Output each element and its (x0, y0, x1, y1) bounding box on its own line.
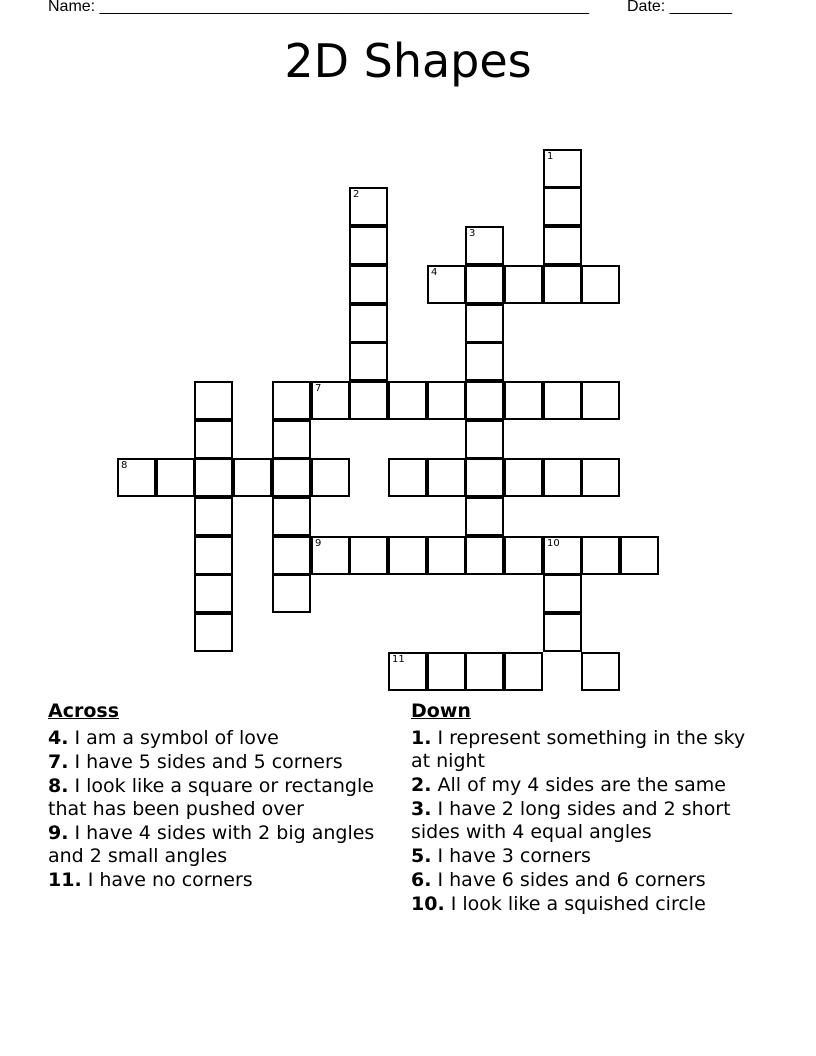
crossword-cell[interactable] (349, 304, 388, 343)
crossword-cell[interactable] (272, 381, 311, 420)
clue-text: I have 6 sides and 6 corners (431, 869, 706, 891)
crossword-cell[interactable] (581, 265, 620, 304)
crossword-cell[interactable] (581, 536, 620, 575)
crossword-cell[interactable] (194, 420, 233, 459)
down-heading: Down (411, 700, 471, 722)
clue-text: I have 3 corners (431, 845, 591, 867)
crossword-cell[interactable] (427, 458, 466, 497)
crossword-cell[interactable] (311, 458, 350, 497)
crossword-cell[interactable] (349, 536, 388, 575)
across-clues (48, 700, 388, 893)
clue-number: 1 (547, 151, 554, 162)
across-clue (48, 775, 388, 821)
crossword-cell[interactable] (504, 265, 543, 304)
across-clue (48, 751, 388, 774)
down-clue (411, 774, 751, 797)
crossword-cell[interactable] (194, 574, 233, 613)
crossword-cell[interactable] (543, 613, 582, 652)
crossword-cell[interactable] (543, 187, 582, 226)
crossword-cell[interactable] (581, 381, 620, 420)
clue-number: 9 (315, 538, 322, 549)
crossword-cell[interactable] (543, 458, 582, 497)
crossword-cell[interactable] (543, 226, 582, 265)
crossword-cell[interactable] (388, 381, 427, 420)
crossword-cell[interactable] (465, 497, 504, 536)
crossword-cell[interactable] (427, 652, 466, 691)
clue-text: I have 5 sides and 5 corners (68, 751, 343, 773)
clue-num: 7. (48, 751, 69, 773)
crossword-cell[interactable] (465, 226, 504, 265)
clue-num: 3. (411, 798, 432, 820)
across-clue (48, 869, 388, 892)
crossword-cell[interactable] (272, 420, 311, 459)
across-heading: Across (48, 700, 120, 722)
clue-num: 8. (48, 775, 69, 797)
clue-num: 1. (411, 727, 432, 749)
crossword-cell[interactable] (311, 536, 350, 575)
clue-number: 3 (469, 228, 476, 239)
clue-num: 11. (48, 869, 82, 891)
crossword-cell[interactable] (194, 381, 233, 420)
crossword-cell[interactable] (194, 458, 233, 497)
down-clues (411, 700, 751, 917)
crossword-cell[interactable] (465, 458, 504, 497)
clue-num: 10. (411, 893, 445, 915)
clue-text: I have 2 long sides and 2 short sides with 4 equal angles (411, 798, 731, 843)
crossword-cell[interactable] (349, 226, 388, 265)
crossword-cell[interactable] (465, 304, 504, 343)
crossword-cell[interactable] (194, 613, 233, 652)
crossword-cell[interactable] (504, 536, 543, 575)
clue-number: 8 (121, 460, 128, 471)
crossword-cell[interactable] (620, 536, 659, 575)
crossword-cell[interactable] (465, 652, 504, 691)
clue-text: I am a symbol of love (68, 727, 279, 749)
clue-num: 9. (48, 822, 69, 844)
clue-number: 7 (315, 383, 322, 394)
down-clue (411, 893, 751, 916)
crossword-cell[interactable] (349, 342, 388, 381)
clue-text: I represent something in the sky at night (411, 727, 746, 772)
crossword-cell[interactable] (388, 652, 427, 691)
date-field[interactable]: Date: _______ (627, 0, 732, 15)
crossword-cell[interactable] (543, 536, 582, 575)
name-field[interactable]: Name: _______________________________________________________ (48, 0, 589, 15)
crossword-cell[interactable] (504, 652, 543, 691)
clue-text: I have no corners (81, 869, 253, 891)
crossword-cell[interactable] (272, 458, 311, 497)
crossword-cell[interactable] (465, 265, 504, 304)
crossword-cell[interactable] (194, 536, 233, 575)
clue-number: 10 (547, 538, 560, 549)
crossword-cell[interactable] (543, 574, 582, 613)
crossword-cell[interactable] (272, 497, 311, 536)
crossword-cell[interactable] (272, 574, 311, 613)
crossword-cell[interactable] (581, 652, 620, 691)
crossword-cell[interactable] (465, 536, 504, 575)
crossword-cell[interactable] (504, 381, 543, 420)
crossword-cell[interactable] (156, 458, 195, 497)
crossword-cell[interactable] (388, 536, 427, 575)
down-clue (411, 798, 751, 844)
down-clue-list (411, 727, 751, 916)
across-clue-list (48, 727, 388, 892)
clue-num: 2. (411, 774, 432, 796)
crossword-cell[interactable] (465, 420, 504, 459)
clue-text: I look like a squished circle (444, 893, 706, 915)
clue-text: I look like a square or rectangle that has been pushed over (48, 775, 374, 820)
clue-number: 11 (392, 654, 405, 665)
page-title: 2D Shapes (284, 34, 532, 88)
crossword-cell[interactable] (465, 381, 504, 420)
crossword-cell[interactable] (543, 381, 582, 420)
crossword-cell[interactable] (233, 458, 272, 497)
clue-number: 2 (353, 189, 360, 200)
crossword-cell[interactable] (427, 536, 466, 575)
crossword-cell[interactable] (427, 265, 466, 304)
down-clue (411, 869, 751, 892)
across-clue (48, 727, 388, 750)
crossword-cell[interactable] (465, 342, 504, 381)
crossword-cell[interactable] (349, 265, 388, 304)
clue-num: 6. (411, 869, 432, 891)
crossword-cell[interactable] (349, 187, 388, 226)
crossword-cell[interactable] (272, 536, 311, 575)
crossword-cell[interactable] (194, 497, 233, 536)
crossword-cell[interactable] (581, 458, 620, 497)
across-clue (48, 822, 388, 868)
clue-num: 5. (411, 845, 432, 867)
down-clue (411, 727, 751, 773)
clue-text: All of my 4 sides are the same (431, 774, 726, 796)
clue-number: 4 (431, 267, 438, 278)
crossword-cell[interactable] (349, 381, 388, 420)
crossword-cell[interactable] (388, 458, 427, 497)
clue-num: 4. (48, 727, 69, 749)
crossword-cell[interactable] (427, 381, 466, 420)
crossword-cell[interactable] (543, 149, 582, 188)
down-clue (411, 845, 751, 868)
clue-text: I have 4 sides with 2 big angles and 2 small angles (48, 822, 375, 867)
crossword-cell[interactable] (311, 381, 350, 420)
crossword-cell[interactable] (543, 265, 582, 304)
crossword-cell[interactable] (117, 458, 156, 497)
crossword-cell[interactable] (504, 458, 543, 497)
